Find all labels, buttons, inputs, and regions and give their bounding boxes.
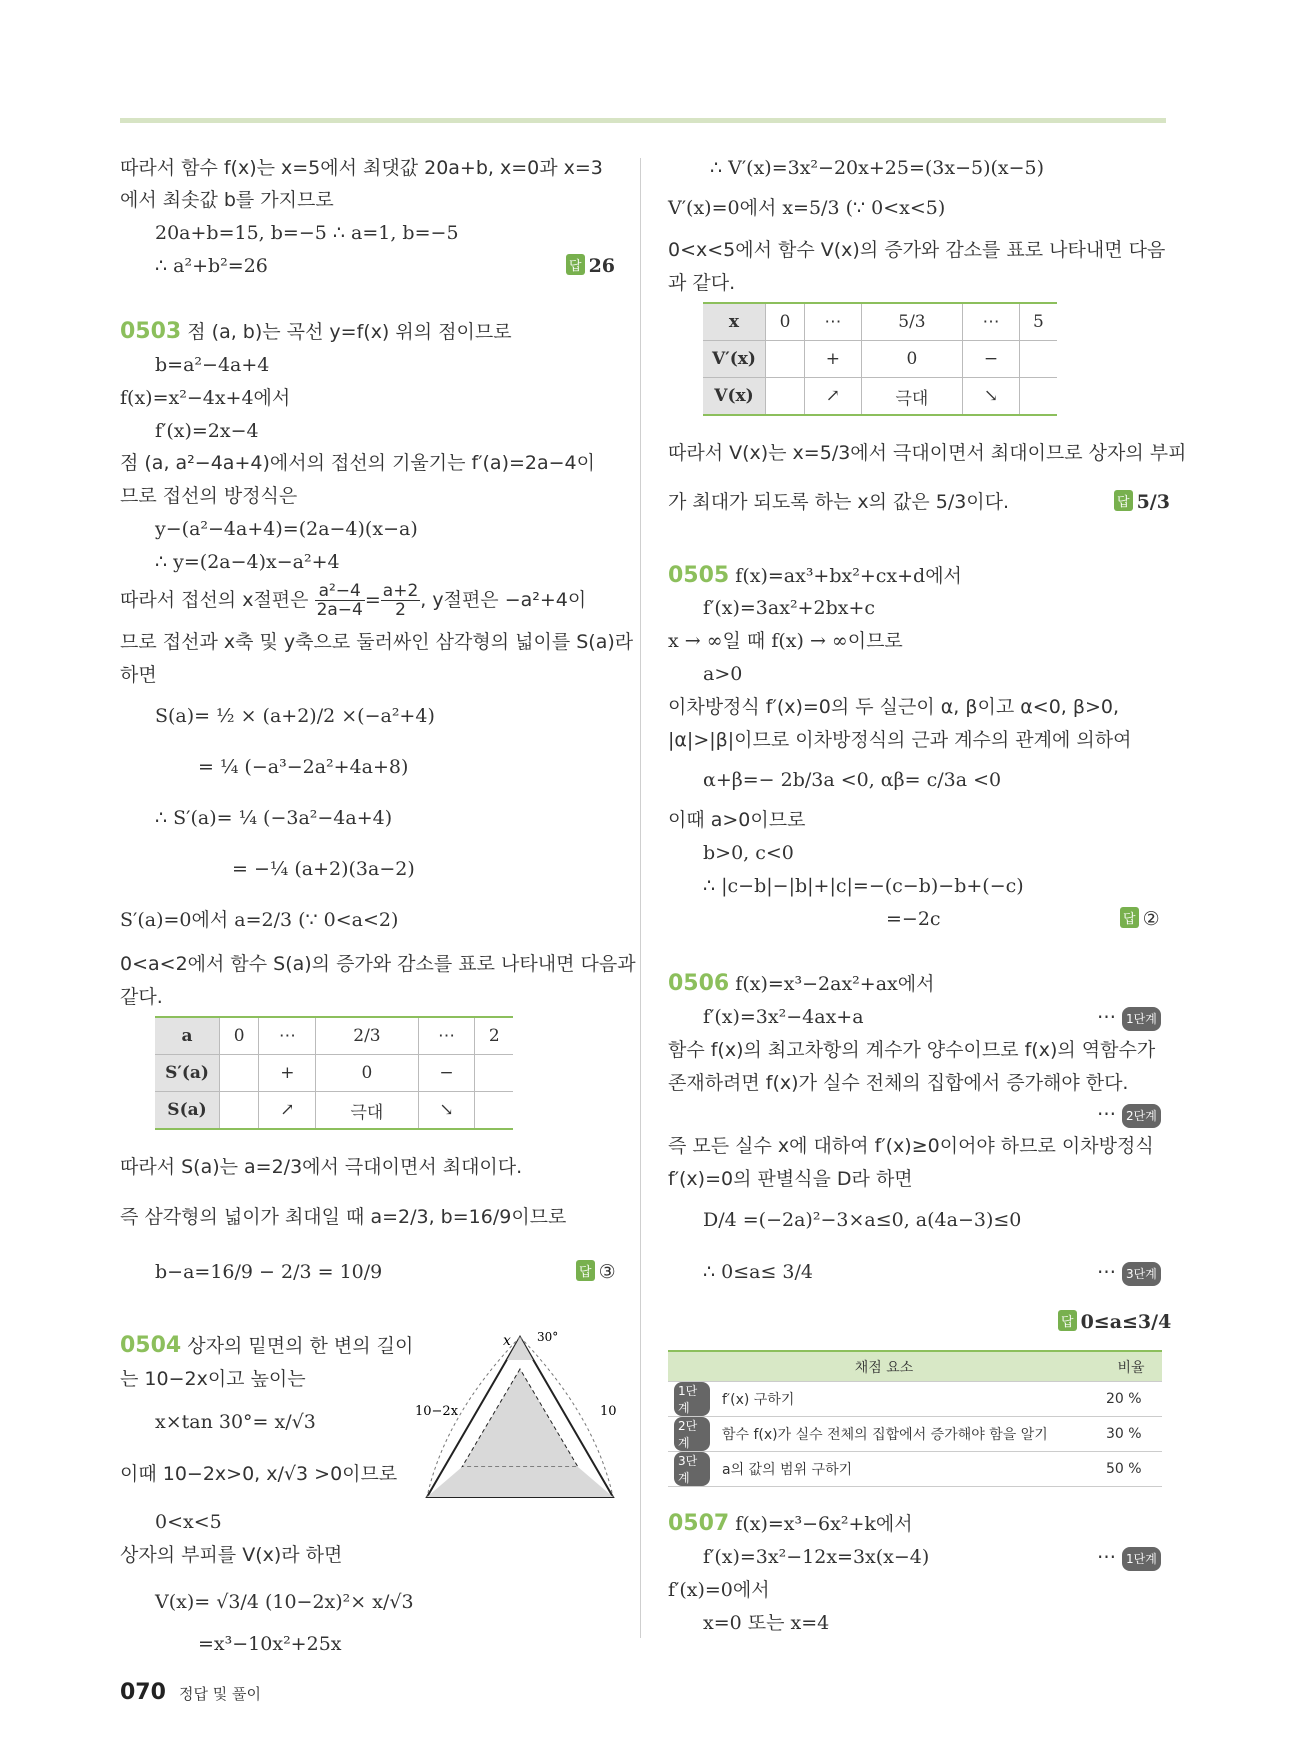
fig-label-right: 10: [600, 1404, 617, 1419]
text-line: 함수 f(x)의 최고차항의 계수가 양수이므로 f(x)의 역함수가: [668, 1039, 1156, 1061]
column-divider: [640, 158, 641, 1638]
variation-table-V: x 0 ⋯ 5/3 ⋯ 5 V′(x) + 0 − V(x) ↗ 극대 ↘: [703, 302, 1057, 416]
text-line: ∴ y=(2a−4)x−a²+4: [155, 551, 340, 573]
text-line: b=a²−4a+4: [155, 354, 270, 376]
text-line: 는 10−2x이고 높이는: [120, 1368, 306, 1390]
text-line: 므로 접선과 x축 및 y축으로 둘러싸인 삼각형의 넓이를 S(a)라: [120, 631, 634, 653]
equation: α+β=− 2b/3a <0, αβ= c/3a <0: [703, 769, 1002, 791]
step-marker-2: ⋯ 2단계: [1097, 1102, 1161, 1128]
text-line: y−(a²−4a+4)=(2a−4)(x−a): [155, 518, 418, 540]
text-line: 므로 접선의 방정식은: [120, 485, 298, 507]
equation: x×tan 30°= x/√3: [155, 1411, 316, 1433]
equation: D/4 =(−2a)²−3×a≤0, a(4a−3)≤0: [703, 1209, 1022, 1231]
page-label: 정답 및 풀이: [179, 1685, 262, 1703]
equation: =x³−10x²+25x: [198, 1633, 342, 1655]
variation-table-S: a 0 ⋯ 2/3 ⋯ 2 S′(a) + 0 − S(a) ↗ 극대 ↘: [155, 1016, 513, 1130]
text-line: f′(x)=0에서: [668, 1579, 770, 1601]
equation: 0<x<5: [155, 1511, 222, 1533]
equation: b−a=16/9 − 2/3 = 10/9: [155, 1261, 383, 1283]
equation: ∴ 0≤a≤ 3/4: [703, 1261, 814, 1283]
page-number: 070: [120, 1680, 166, 1705]
text-line: 따라서 함수 f(x)는 x=5에서 최댓값 20a+b, x=0과 x=3: [120, 157, 603, 179]
equation: ∴ |c−b|−|b|+|c|=−(c−b)−b+(−c): [703, 875, 1024, 897]
text-line: ∴ a²+b²=26: [155, 255, 268, 277]
text-line: 이차방정식 f′(x)=0의 두 실근이 α, β이고 α<0, β>0,: [668, 696, 1120, 718]
problem-0507: 0507 f(x)=x³−6x²+k에서: [668, 1511, 913, 1536]
text-line: 0<x<5에서 함수 V(x)의 증가와 감소를 표로 나타내면 다음: [668, 239, 1166, 261]
text-line: 따라서 V(x)는 x=5/3에서 극대이면서 최대이므로 상자의 부피: [668, 442, 1187, 464]
text-line: |α|>|β|이므로 이차방정식의 근과 계수의 관계에 의하여: [668, 729, 1132, 751]
equation: =−2c: [886, 908, 941, 930]
text-line: 이때 a>0이므로: [668, 809, 806, 831]
problem-0503: 0503 점 (a, b)는 곡선 y=f(x) 위의 점이므로: [120, 319, 512, 344]
top-rule: [120, 118, 1166, 123]
equation: x=0 또는 x=4: [703, 1612, 830, 1634]
text-line: S′(a)=0에서 a=2/3 (∵ 0<a<2): [120, 909, 399, 931]
equation: f′(x)=3x²−12x=3x(x−4): [703, 1546, 930, 1568]
equation: f′(x)=3ax²+2bx+c: [703, 597, 876, 619]
page-footer: [120, 1680, 261, 1705]
box-net-diagram: [415, 1325, 625, 1505]
text-line: 따라서 접선의 x절편은 $\frac{\text{a²−4}}{2a-4}$ = $\frac{a+2}{2}$ , y절편은 −a²+4이: [120, 581, 587, 620]
text-line: f′(x)=0의 판별식을 D라 하면: [668, 1168, 913, 1190]
text-line: 점 (a, a²−4a+4)에서의 접선의 기울기는 f′(a)=2a−4이: [120, 452, 596, 474]
answer-0503: 답 ③: [576, 1260, 616, 1283]
text-line: 20a+b=15, b=−5 ∴ a=1, b=−5: [155, 222, 459, 244]
problem-0504: 0504 상자의 밑면의 한 변의 길이: [120, 1333, 414, 1358]
text-line: 가 최대가 되도록 하는 x의 값은 5/3이다.: [668, 491, 1010, 513]
text-line: 존재하려면 f(x)가 실수 전체의 집합에서 증가해야 한다.: [668, 1072, 1129, 1094]
step-marker-1: ⋯ 1단계: [1097, 1545, 1161, 1571]
answer-0504: 답 5/3: [1114, 490, 1170, 513]
fig-label-angle: 30°: [537, 1330, 559, 1344]
step-marker-1: ⋯ 1단계: [1097, 1005, 1161, 1031]
text-line: 상자의 부피를 V(x)라 하면: [120, 1544, 343, 1566]
problem-0505: 0505 f(x)=ax³+bx²+cx+d에서: [668, 563, 962, 588]
text-line: 즉 삼각형의 넓이가 최대일 때 a=2/3, b=16/9이므로: [120, 1206, 567, 1228]
equation: b>0, c<0: [703, 842, 794, 864]
equation: a>0: [703, 663, 743, 685]
equation: ∴ V′(x)=3x²−20x+25=(3x−5)(x−5): [710, 157, 1045, 179]
text-line: f′(x)=2x−4: [155, 420, 259, 442]
text-line: x → ∞일 때 f(x) → ∞이므로: [668, 630, 903, 652]
scoring-table: 채점 요소 비율 1단계 f′(x) 구하기 20 % 2단계 함수 f(x)가 실수 전체의 집합에서 증가해야 함을 알기 30 % 3단계 a의 값의 범위 구하기 50 %: [668, 1350, 1162, 1487]
equation: S(a)= ½ × (a+2)/2 ×(−a²+4): [155, 705, 435, 727]
fig-label-x: x: [503, 1333, 511, 1349]
text-line: f(x)=x²−4x+4에서: [120, 387, 291, 409]
fig-label-left: 10−2x: [415, 1404, 459, 1419]
equation: V(x)= √3/4 (10−2x)²× x/√3: [155, 1591, 414, 1613]
text-line: 이때 10−2x>0, x/√3 >0이므로: [120, 1463, 398, 1485]
equation: = −¼ (a+2)(3a−2): [232, 858, 415, 880]
text-line: 같다.: [120, 986, 163, 1008]
text-line: 즉 모든 실수 x에 대하여 f′(x)≥0이어야 하므로 이차방정식: [668, 1135, 1154, 1157]
text-line: 과 같다.: [668, 272, 736, 294]
answer-0502: 답 26: [566, 254, 615, 277]
text-line: 하면: [120, 664, 157, 686]
text-line: 에서 최솟값 b를 가지므로: [120, 189, 334, 211]
text-line: 따라서 S(a)는 a=2/3에서 극대이면서 최대이다.: [120, 1156, 523, 1178]
problem-0506: 0506 f(x)=x³−2ax²+ax에서: [668, 971, 935, 996]
equation: f′(x)=3x²−4ax+a: [703, 1006, 864, 1028]
equation: = ¼ (−a³−2a²+4a+8): [198, 756, 409, 778]
text-line: V′(x)=0에서 x=5/3 (∵ 0<x<5): [668, 197, 946, 219]
answer-0506: 답 0≤a≤3/4: [1058, 1310, 1171, 1333]
equation: ∴ S′(a)= ¼ (−3a²−4a+4): [155, 807, 393, 829]
answer-0505: 답 ②: [1120, 907, 1160, 930]
text-line: 0<a<2에서 함수 S(a)의 증가와 감소를 표로 나타내면 다음과: [120, 953, 636, 975]
step-marker-3: ⋯ 3단계: [1097, 1260, 1161, 1286]
